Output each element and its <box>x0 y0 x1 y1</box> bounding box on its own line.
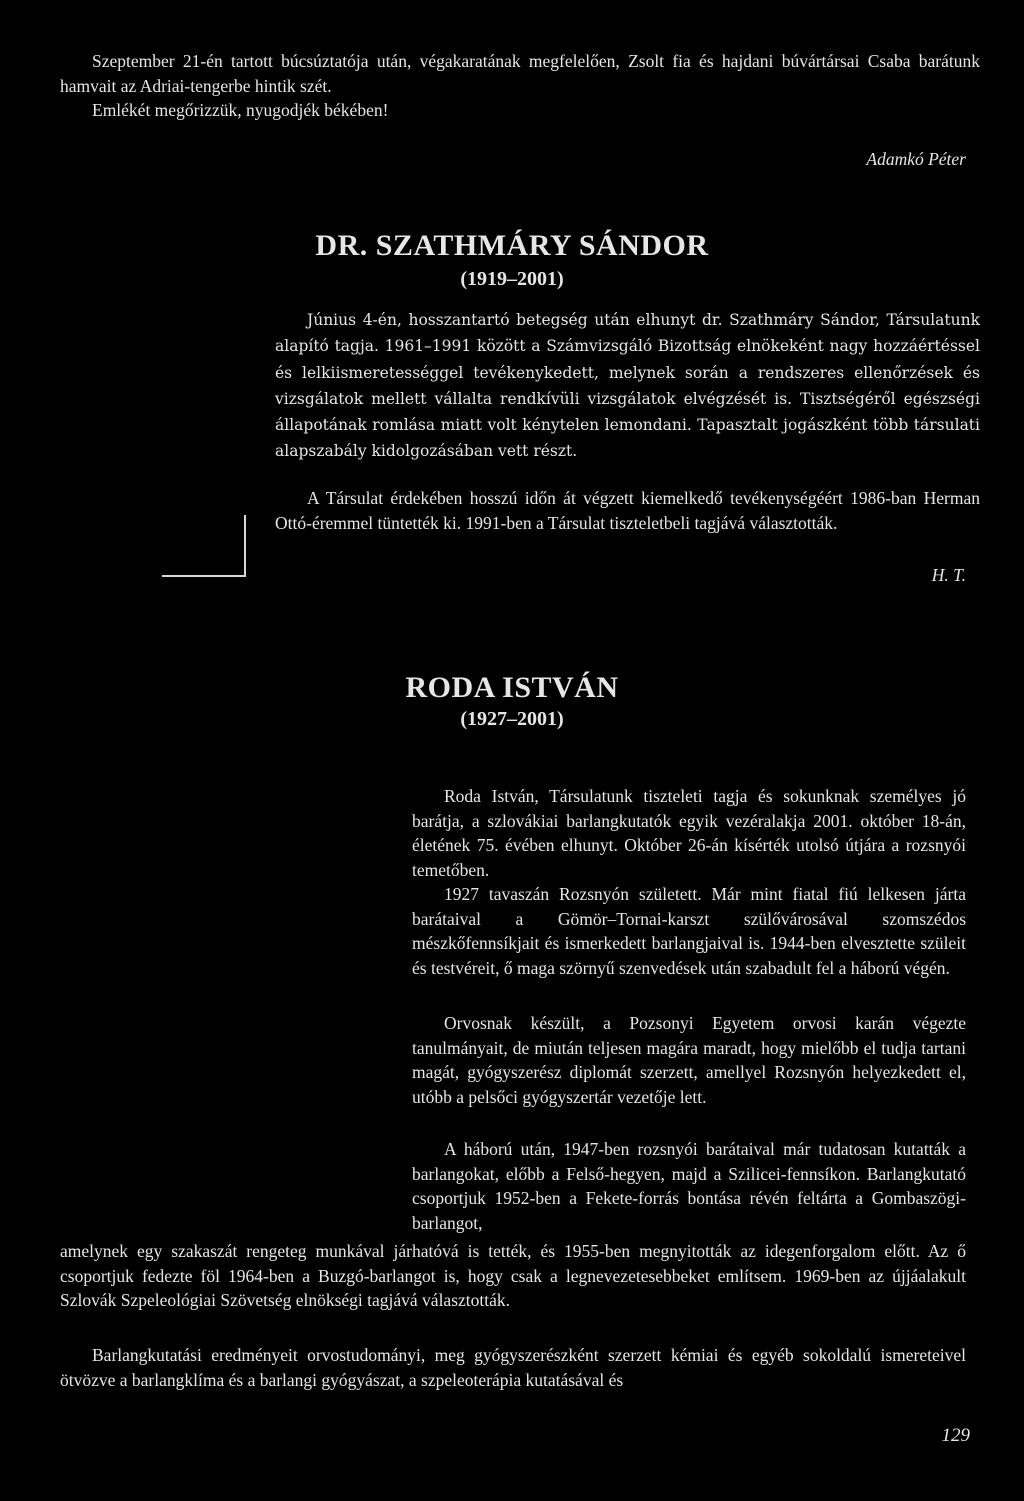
page-number: 129 <box>941 1425 970 1446</box>
szathmary-name: DR. SZATHMÁRY SÁNDOR <box>315 229 709 262</box>
photo-frame-corner <box>162 515 246 577</box>
roda-paragraph-5: Barlangkutatási eredményeit orvostudományi, meg gyógyszerészként szerzett kémiai és egyéb sokoldalú ismereteivel ötvözve a barlangklíma és a barlangi gyógyászat, a szpeleoterápia kutatásával és <box>60 1345 966 1390</box>
roda-paragraph-3: Orvosnak készült, a Pozsonyi Egyetem orvosi karán végezte tanulmányait, de miután teljesen magára maradt, hogy mielőbb el tudja tartani magát, gyógyszerész diplomát szerzett, amellyel Rozsnyón helyezkedett el, utóbb a pelsőci gyógyszertár vezetője lett. <box>412 1013 966 1107</box>
szathmary-dates: (1919–2001) <box>460 268 564 290</box>
roda-paragraph-1: Roda István, Társulatunk tiszteleti tagja és sokunknak személyes jó barátja, a szlovákiai barlangkutatók egyik vezéralakja 2001. október 18-án, életének 75. évében elhunyt. Október 26-án kísérték utolsó útjára a rozsnyói temetőben. <box>412 786 966 880</box>
szathmary-signature: H. T. <box>931 565 966 585</box>
intro-farewell: Emlékét megőrizzük, nyugodjék békében! <box>92 100 389 120</box>
roda-name: RODA ISTVÁN <box>405 671 619 704</box>
roda-paragraph-4: A háború után, 1947-ben rozsnyói barátaival már tudatosan kutatták a barlangokat, előbb a Felső-hegyen, majd a Szilicei-fennsíkon. Barlangkutató csoportjuk 1952-ben a Fekete-forrás bontása révén feltárta a Gombaszögi-barlangot, <box>412 1139 966 1233</box>
roda-paragraph-2: 1927 tavaszán Rozsnyón született. Már mint fiatal fiú lelkesen járta barátaival a Gömör–Tornai-karszt szülővárosával szomszédos mészkőfennsíkjait és ismerkedett barlangjaival is. 1944-ben elvesztette szüleit és testvéreit, ő maga szörnyű szenvedések után szabadult fel a háború végén. <box>412 884 966 978</box>
intro-paragraph: Szeptember 21-én tartott búcsúztatója után, végakaratának megfelelően, Zsolt fia és hajdani búvártársai Csaba barátunk hamvait az Adriai-tengerbe hintik szét. <box>60 51 980 96</box>
roda-dates: (1927–2001) <box>460 708 564 730</box>
intro-signature: Adamkó Péter <box>866 149 966 169</box>
szathmary-paragraph-2: A Társulat érdekében hosszú időn át végzett kiemelkedő tevékenységéért 1986-ban Herman Ottó-éremmel tüntették ki. 1991-ben a Társulat tiszteletbeli tagjává választották. <box>275 488 980 533</box>
szathmary-paragraph-1: Június 4-én, hosszantartó betegség után elhunyt dr. Szathmáry Sándor, Társulatunk alapító tagja. 1961–1991 között a Számvizsgáló Bizottság elnökeként nagy hozzáértéssel és lelkiismeretességgel tevékenykedett, melynek során a rendszeres ellenőrzések és vizsgálatok mellett vállalta rendkívüli vizsgálatok elvégzését is. Tisztségéről egészségi állapotának romlása miatt volt kénytelen lemondani. Tapasztalt jogászként több társulati alapszabály kidolgozásában vett részt. <box>275 311 980 461</box>
roda-paragraph-4-continued: amelynek egy szakaszát rengeteg munkával járhatóvá is tették, és 1955-ben megnyitották az idegenforgalom előtt. Az ő csoportjuk fedezte föl 1964-ben a Buzgó-barlangot is, hogy csak a legnevezetesebbeket említsem. 1969-ben az újjáalakult Szlovák Szpeleológiai Szövetség elnökségi tagjává választották. <box>60 1241 966 1310</box>
